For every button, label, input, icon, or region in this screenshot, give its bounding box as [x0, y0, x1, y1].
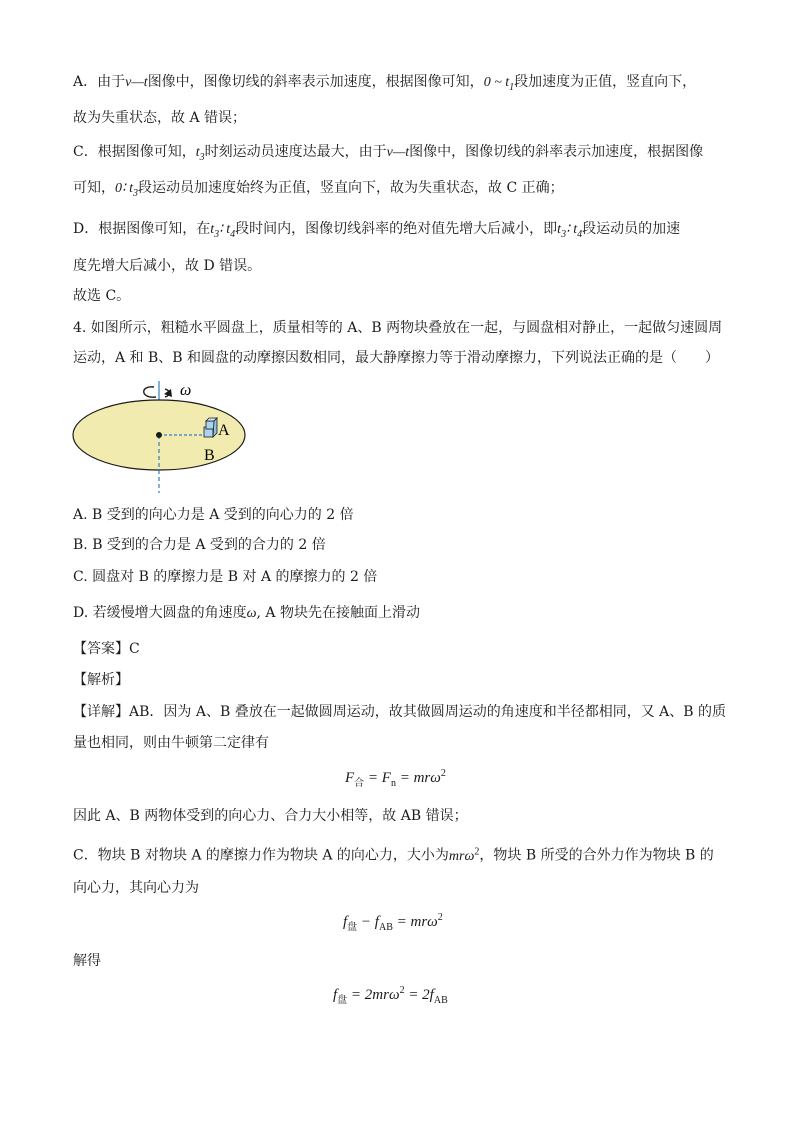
- vt-symbol: v—t: [386, 145, 410, 160]
- equation-2: [343, 912, 443, 933]
- text: 图像中，图像切线的斜率表示加速度，根据图像可知，: [147, 74, 484, 90]
- t: t: [557, 222, 562, 237]
- rotating-disk-figure: [70, 375, 270, 500]
- mid: ∶ t: [566, 222, 578, 237]
- omega-symbol: ω: [246, 606, 257, 621]
- range: 0 ~ t: [483, 75, 510, 90]
- sub: 1: [509, 81, 515, 93]
- detail-tag: 【详解】: [73, 704, 129, 720]
- text: C．物块 B 对物块 A 的摩擦力作为物块 A 的向心力，大小为: [73, 847, 449, 864]
- mrw2: [448, 846, 480, 864]
- option-c-explanation-line2: [73, 178, 564, 204]
- sub: 3: [199, 151, 205, 163]
- sup: 2: [399, 985, 405, 996]
- F: F: [345, 770, 355, 786]
- option-a-explanation-line2: 故为失重状态，故 A 错误；: [73, 110, 247, 126]
- solution-line1: [73, 702, 726, 722]
- rhs: = 2mrω: [347, 987, 400, 1003]
- answer-tag: 【答案】: [73, 641, 129, 657]
- sub: 盘: [347, 922, 358, 933]
- vt-symbol: v—t: [125, 75, 148, 90]
- text: D．根据图像可知，在: [73, 221, 211, 237]
- option-b: B. B 受到的合力是 A 受到的合力的 2 倍: [73, 537, 326, 553]
- text: 时刻运动员速度达最大，由于: [204, 144, 387, 160]
- omega-label: ω: [180, 382, 192, 399]
- option-a: A. B 受到的向心力是 A 受到的向心力的 2 倍: [73, 507, 354, 523]
- mid: = F: [364, 770, 391, 786]
- sup: 2: [437, 912, 443, 923]
- sub: 4: [230, 228, 236, 240]
- option-c-explanation-line1: [73, 142, 703, 168]
- sub: n: [390, 778, 396, 789]
- option-d: [73, 603, 420, 624]
- equation-3: [333, 985, 448, 1006]
- tail: = 2f: [404, 987, 434, 1003]
- solution-line6: 解得: [73, 953, 101, 969]
- text: 段运动员的加速: [582, 221, 681, 237]
- equation-1: [345, 768, 446, 789]
- sub: 盘: [337, 995, 348, 1006]
- text: , A 物块先在接触面上滑动: [256, 605, 420, 621]
- text: 段运动员加速度始终为正值，竖直向下，故为失重状态，故 C 正确；: [138, 180, 564, 196]
- t: t: [195, 145, 200, 160]
- sub: 3: [214, 228, 220, 240]
- answer-value: C: [129, 641, 140, 657]
- text: A．由于: [73, 74, 126, 90]
- sub: AB: [433, 995, 448, 1006]
- t3-t4-range: [557, 222, 583, 240]
- rotation-arrow-icon: [144, 387, 172, 397]
- f: f: [343, 914, 348, 930]
- rhs: = mrω: [392, 914, 438, 930]
- solution-line4: [73, 842, 714, 867]
- solution-line2: 量也相同，则由牛顿第二定律有: [73, 735, 269, 751]
- sup: 2: [474, 846, 480, 857]
- text: 可知，: [73, 180, 115, 196]
- text: 段时间内，图像切线斜率的绝对值先增大后减小，即: [235, 221, 558, 237]
- range-symbol: [115, 181, 139, 199]
- question-4-line1: 4. 如图所示，粗糙水平圆盘上，质量相等的 A、B 两物块叠放在一起，与圆盘相对静止，一起做匀速圆周: [73, 320, 723, 336]
- sub: 合: [354, 778, 365, 789]
- mid: − f: [357, 914, 379, 930]
- sub: 3: [561, 228, 567, 240]
- rhs: = mrω: [395, 770, 441, 786]
- text: D. 若缓慢增大圆盘的角速度: [73, 605, 247, 621]
- text: C．根据图像可知，: [73, 144, 196, 160]
- text: ，物块 B 所受的合外力作为物块 B 的: [479, 847, 714, 864]
- answer: [73, 639, 140, 659]
- sub: 4: [577, 228, 583, 240]
- option-a-explanation-line1: [73, 72, 696, 98]
- text: AB．因为 A、B 叠放在一起做圆周运动，故其做圆周运动的角速度和半径都相同，又 A、B 的质: [129, 704, 726, 720]
- range-symbol: [483, 75, 515, 93]
- f: f: [333, 987, 338, 1003]
- sub: 3: [133, 187, 139, 199]
- choose-answer: 故选 C。: [73, 288, 131, 304]
- disk-center: [156, 432, 162, 438]
- sup: 2: [440, 768, 446, 779]
- solution-line3: 因此 A、B 两物体受到的向心力、合力大小相等，故 AB 错误；: [73, 808, 468, 824]
- option-c: C. 圆盘对 B 的摩擦力是 B 对 A 的摩擦力的 2 倍: [73, 569, 378, 585]
- label-a: A: [218, 422, 230, 439]
- t3-symbol: [195, 145, 205, 163]
- analysis-tag: 【解析】: [73, 672, 129, 688]
- m: mrω: [448, 848, 475, 864]
- question-4-line2: 运动，A 和 B、B 和圆盘的动摩擦因数相同，最大静摩擦力等于滑动摩擦力，下列说法正确的是（ ）: [73, 350, 720, 366]
- text: 图像中，图像切线的斜率表示加速度，根据图像: [409, 144, 704, 160]
- t3-t4-range: [210, 222, 236, 240]
- text: 段加速度为正值，竖直向下，: [514, 74, 697, 90]
- option-d-explanation-line1: [73, 219, 680, 245]
- t: t: [210, 222, 215, 237]
- option-d-explanation-line2: 度先增大后减小，故 D 错误。: [73, 258, 262, 274]
- label-b: B: [204, 447, 215, 464]
- sub: AB: [378, 922, 393, 933]
- range: 0∶ t: [115, 181, 134, 196]
- mid: ∶ t: [219, 222, 231, 237]
- solution-line5: 向心力，其向心力为: [73, 880, 199, 896]
